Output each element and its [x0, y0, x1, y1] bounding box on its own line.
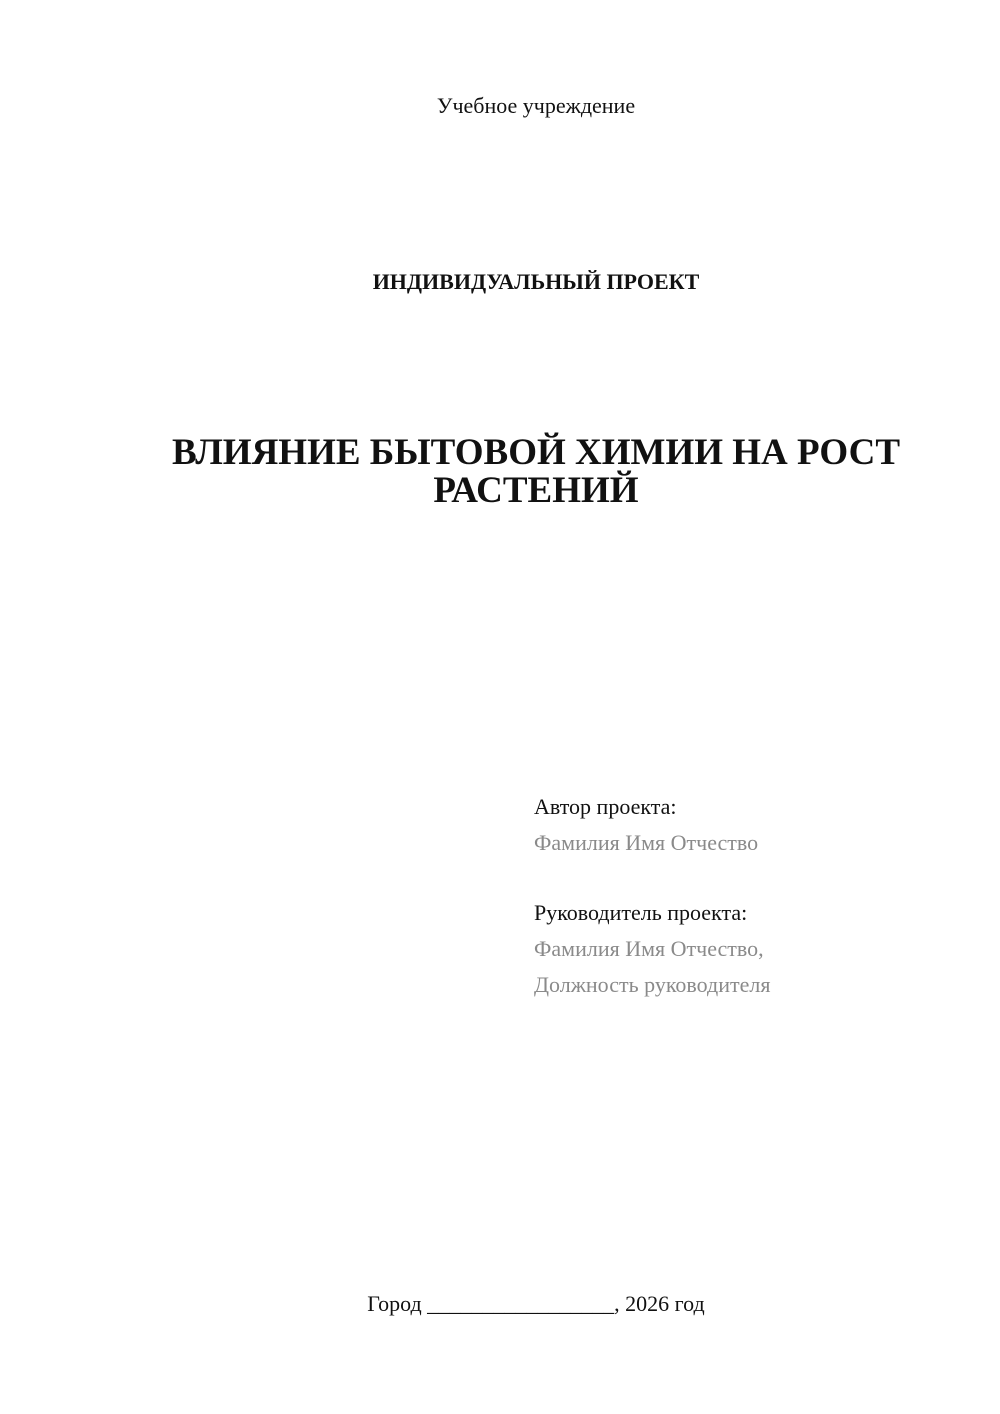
supervisor-name: Фамилия Имя Отчество, [534, 936, 764, 961]
supervisor-label: Руководитель проекта: [534, 900, 748, 925]
supervisor-position: Должность руководителя [534, 972, 771, 997]
author-label: Автор проекта: [534, 794, 677, 819]
info-spacer [534, 861, 964, 895]
institution-name: Учебное учреждение [436, 93, 636, 118]
project-title: ВЛИЯНИЕ БЫТОВОЙ ХИМИИ НА РОСТ РАСТЕНИЙ [171, 432, 901, 511]
author-name: Фамилия Имя Отчество [534, 830, 759, 855]
project-type-heading: ИНДИВИДУАЛЬНЫЙ ПРОЕКТ [372, 269, 700, 294]
footer-city-year: Город _________________, 2026 год [367, 1291, 705, 1316]
project-info-block [534, 789, 964, 1003]
